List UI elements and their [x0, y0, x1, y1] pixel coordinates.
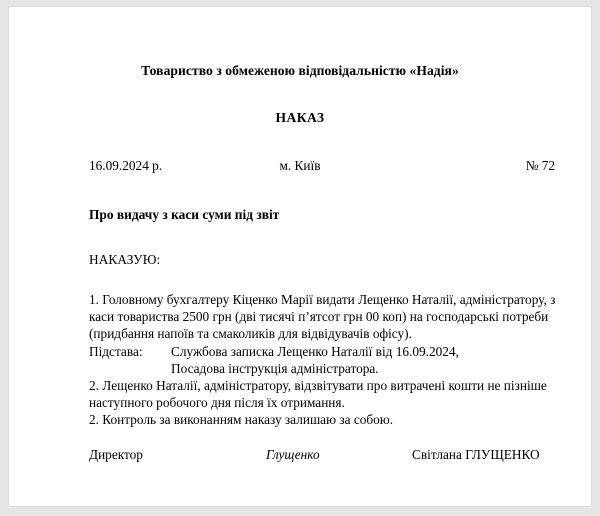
document-meta-row [9, 159, 591, 177]
basis-text-2: Посадова інструкція адміністратора. [171, 360, 379, 376]
document-number: № 72 [525, 158, 555, 173]
document-page [8, 6, 592, 507]
document-type-heading: НАКАЗ [275, 110, 325, 125]
command-word: НАКАЗУЮ: [89, 252, 161, 267]
basis-row-1 [89, 343, 559, 360]
document-date: 16.09.2024 р. [89, 158, 163, 173]
order-item-2: 2. Лещенко Наталії, адміністратору, відзвітувати про витрачені кошти не пізніше наступного робочого дня після їх отримання. [89, 378, 547, 411]
signatory-name: Світлана ГЛУЩЕНКО [412, 447, 540, 462]
basis-row-2 [89, 360, 559, 377]
basis-text-1: Службова записка Лещенко Наталії від 16.09.2024, [171, 343, 459, 359]
document-subject: Про видачу з каси суми під звіт [89, 207, 280, 222]
signature-mark: Глущенко [266, 447, 320, 462]
basis-label: Підстава: [89, 343, 143, 359]
document-content [9, 7, 591, 506]
order-item-1: 1. Головному бухгалтеру Кіценко Марії видати Лещенко Наталії, адміністратору, з каси товариства 2500 грн (дві тисячі п’ятсот грн 00 коп) на господарські потреби (придбання напоїв та смаколиків для відвідувачів офісу). [89, 292, 556, 342]
organization-title: Товариство з обмеженою відповідальністю «Надія» [141, 63, 459, 78]
document-body [89, 291, 559, 429]
signatory-role: Директор [89, 447, 143, 462]
signature-row [9, 448, 591, 468]
document-place: м. Київ [279, 158, 321, 173]
order-item-3: 2. Контроль за виконанням наказу залишаю за собою. [89, 412, 394, 428]
